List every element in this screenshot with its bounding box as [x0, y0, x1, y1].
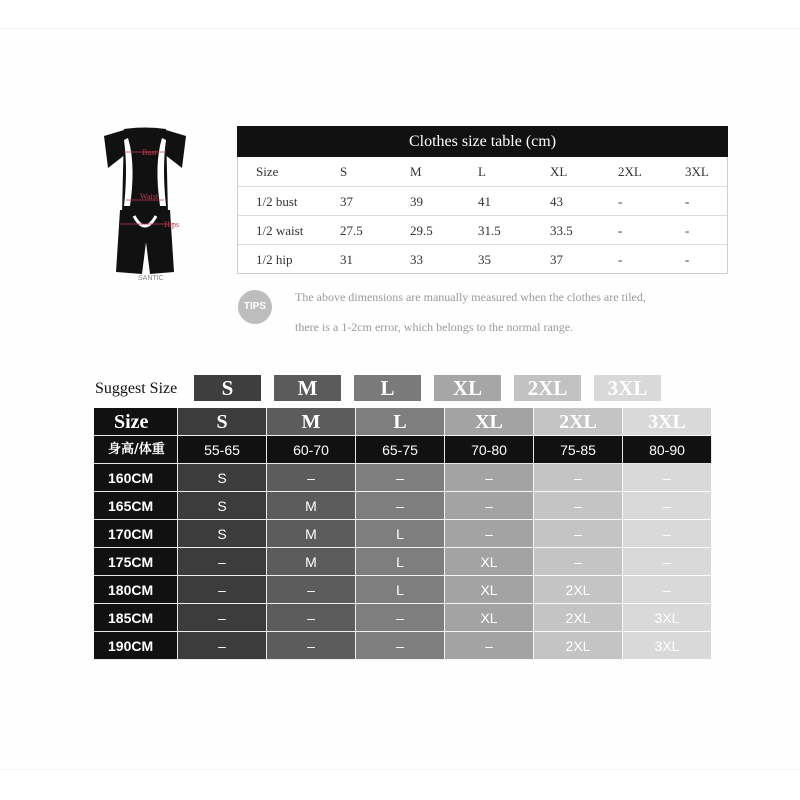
right-sleeve-shape [164, 130, 186, 168]
size-grid-header-cell: 3XL [623, 408, 712, 436]
tips-icon: TIPS [238, 290, 272, 324]
size-grid-cell: M [267, 492, 356, 520]
size-grid-cell: XL [445, 604, 534, 632]
suggest-size-box: XL [434, 375, 501, 401]
clothes-table-row-label: 1/2 bust [256, 194, 298, 209]
size-grid-cell: 2XL [534, 576, 623, 604]
size-grid-cell: – [534, 548, 623, 576]
size-grid-cell: – [623, 492, 712, 520]
size-grid-cell: L [356, 548, 445, 576]
clothes-table-row [238, 215, 727, 245]
suggest-size-box: 2XL [514, 375, 581, 401]
size-grid-cell: – [178, 632, 267, 660]
size-grid-cell: – [623, 576, 712, 604]
clothes-table-row [238, 244, 727, 274]
size-grid-cell: M [267, 520, 356, 548]
clothes-table-cell: 33.5 [550, 223, 573, 238]
clothes-table-cell: XL [550, 164, 568, 179]
clothes-size-table-title: Clothes size table (cm) [237, 126, 728, 157]
hips-label: Hips [164, 220, 180, 229]
clothes-size-table [237, 126, 728, 274]
size-grid-cell: – [267, 632, 356, 660]
size-grid-cell: – [356, 604, 445, 632]
suggest-size-box: M [274, 375, 341, 401]
size-grid-cell: – [623, 520, 712, 548]
clothes-table-cell: - [618, 252, 623, 267]
size-grid-height-cell: 165CM [94, 492, 178, 520]
clothes-table-cell: - [685, 252, 690, 267]
size-grid-cell: S [178, 464, 267, 492]
clothes-table-row-label: 1/2 waist [256, 223, 304, 238]
size-grid-cell: 2XL [534, 632, 623, 660]
size-grid-height-cell: 185CM [94, 604, 178, 632]
clothes-table-cell: 31.5 [478, 223, 501, 238]
size-grid-weight-cell: 身高/体重 [94, 436, 178, 464]
size-grid-cell: 3XL [623, 604, 712, 632]
clothes-table-cell: 35 [478, 252, 491, 267]
size-grid-header-cell: XL [445, 408, 534, 436]
clothes-table-cell: L [478, 164, 486, 179]
clothes-table-cell: S [340, 164, 348, 179]
bust-label: Bust [142, 148, 157, 157]
size-grid-header-cell: 2XL [534, 408, 623, 436]
size-grid-height-cell: 175CM [94, 548, 178, 576]
size-grid-cell: – [267, 464, 356, 492]
clothes-table-cell: 3XL [685, 164, 709, 179]
size-grid-cell: 2XL [534, 604, 623, 632]
size-grid-cell: – [623, 548, 712, 576]
size-grid-cell: – [178, 576, 267, 604]
size-grid-cell: – [623, 464, 712, 492]
brand-mark: SANTIC [138, 275, 164, 282]
size-grid-cell: L [356, 520, 445, 548]
clothes-table-cell: 41 [478, 194, 491, 209]
size-grid-height-cell: 180CM [94, 576, 178, 604]
size-grid-weight-cell: 80-90 [623, 436, 712, 464]
clothes-table-cell: 37 [340, 194, 353, 209]
size-grid-cell: – [267, 604, 356, 632]
tips-line-1: The above dimensions are manually measured when the clothes are tiled, [295, 290, 646, 304]
size-grid-weight-cell: 70-80 [445, 436, 534, 464]
clothes-table-row [238, 186, 727, 216]
clothes-table-header-row [238, 157, 727, 186]
suggest-size-box: 3XL [594, 375, 661, 401]
size-grid-cell: – [445, 464, 534, 492]
size-grid-cell: XL [445, 576, 534, 604]
size-grid-cell: S [178, 520, 267, 548]
size-grid-cell: S [178, 492, 267, 520]
size-grid-cell: – [445, 520, 534, 548]
size-grid-cell: XL [445, 548, 534, 576]
size-grid-cell: – [178, 548, 267, 576]
size-grid-cell: – [267, 576, 356, 604]
skinsuit-figure [90, 124, 200, 289]
size-grid-header-cell: L [356, 408, 445, 436]
clothes-table-cell: - [618, 223, 623, 238]
size-grid-height-cell: 160CM [94, 464, 178, 492]
waist-label: Waist [140, 192, 159, 201]
clothes-table-cell: 37 [550, 252, 563, 267]
suggest-size-box: L [354, 375, 421, 401]
clothes-table-row-label: 1/2 hip [256, 252, 293, 267]
size-grid-height-cell: 170CM [94, 520, 178, 548]
size-grid-height-cell: 190CM [94, 632, 178, 660]
clothes-table-cell: 27.5 [340, 223, 363, 238]
height-weight-size-grid [94, 408, 712, 660]
size-grid-cell: – [445, 492, 534, 520]
size-grid-cell: – [356, 492, 445, 520]
size-grid-cell: – [356, 632, 445, 660]
size-grid-header-cell: M [267, 408, 356, 436]
suggest-size-label: Suggest Size [95, 380, 178, 397]
clothes-table-cell: 39 [410, 194, 423, 209]
size-grid-cell: – [445, 632, 534, 660]
left-sleeve-shape [104, 130, 126, 168]
clothes-table-cell: 29.5 [410, 223, 433, 238]
tips-line-2: there is a 1-2cm error, which belongs to the normal range. [295, 320, 574, 334]
size-grid-cell: – [534, 464, 623, 492]
clothes-table-cell: 31 [340, 252, 353, 267]
size-grid-cell: L [356, 576, 445, 604]
clothes-table-cell: - [685, 194, 690, 209]
clothes-table-cell: M [410, 164, 422, 179]
size-grid-cell: – [534, 492, 623, 520]
size-grid-cell: 3XL [623, 632, 712, 660]
size-grid-cell: – [356, 464, 445, 492]
size-grid-header-cell: S [178, 408, 267, 436]
size-grid-weight-cell: 60-70 [267, 436, 356, 464]
clothes-table-cell: - [685, 223, 690, 238]
size-grid-weight-cell: 75-85 [534, 436, 623, 464]
size-grid-cell: M [267, 548, 356, 576]
clothes-table-cell: 33 [410, 252, 423, 267]
clothes-table-cell: 2XL [618, 164, 642, 179]
size-grid-header-cell: Size [94, 408, 178, 436]
size-grid-cell: – [178, 604, 267, 632]
size-grid-weight-cell: 65-75 [356, 436, 445, 464]
clothes-table-row-label: Size [256, 164, 279, 179]
size-grid-cell: – [534, 520, 623, 548]
suggest-size-box: S [194, 375, 261, 401]
clothes-table-cell: - [618, 194, 623, 209]
clothes-table-cell: 43 [550, 194, 563, 209]
size-grid-weight-cell: 55-65 [178, 436, 267, 464]
